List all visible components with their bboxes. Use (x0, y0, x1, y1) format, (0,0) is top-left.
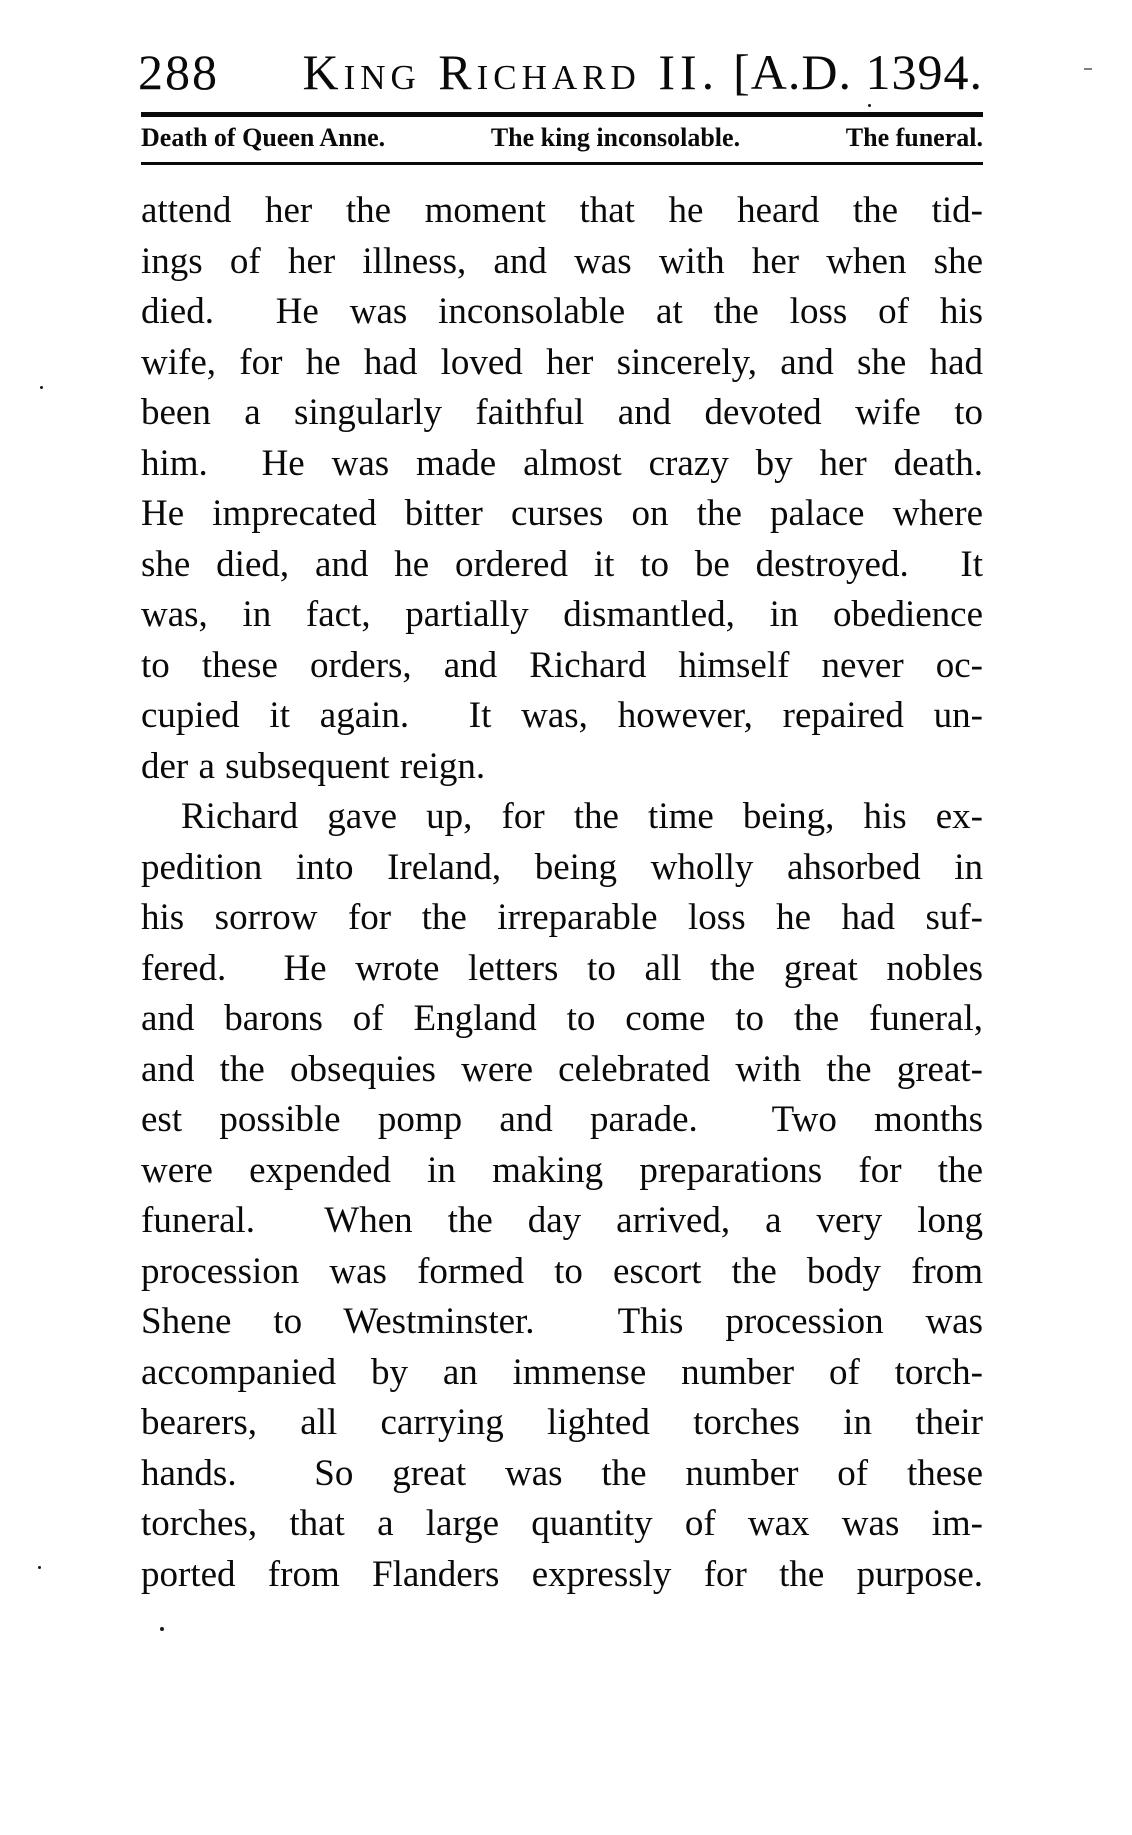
text-line: bearers, all carrying lighted torches in their (141, 1402, 983, 1443)
text-line: cupied it again. It was, however, repaired un- (141, 695, 983, 736)
text-line: she died, and he ordered it to be destroyed. It (141, 543, 983, 585)
subhead-right: The funeral. (845, 123, 983, 152)
text-line: and barons of England to come to the funeral, (141, 998, 983, 1039)
text-line: der a subsequent reign. (141, 745, 486, 787)
text-line: pedition into Ireland, being wholly ahsorbed in (141, 846, 983, 888)
text-line: died. He was inconsolable at the loss of his (141, 291, 983, 332)
subheads-row (141, 123, 983, 153)
subhead-center: The king inconsolable. (490, 123, 741, 152)
text-line: wife, for he had loved her sincerely, and she had (141, 341, 983, 383)
text-line: Shene to Westminster. This procession was (141, 1301, 983, 1342)
page-number: 288 (138, 44, 219, 100)
text-line: ings of her illness, and was with her when she (141, 240, 983, 282)
text-line: his sorrow for the irreparable loss he had suf- (141, 897, 983, 938)
scan-speck (38, 1566, 41, 1569)
running-date: [A.D. 1394. (733, 44, 983, 100)
header-rule-thick (141, 112, 983, 117)
text-line: accompanied by an immense number of torch- (141, 1351, 983, 1393)
text-line: fered. He wrote letters to all the great nobles (141, 947, 983, 989)
scan-speck (40, 386, 43, 389)
text-line: attend her the moment that he heard the tid- (141, 190, 983, 231)
text-line: were expended in making preparations for the (141, 1149, 983, 1191)
running-head (302, 46, 983, 98)
text-line: He imprecated bitter curses on the palace where (141, 493, 983, 534)
text-line: to these orders, and Richard himself never oc- (141, 644, 983, 686)
text-line: funeral. When the day arrived, a very long (141, 1200, 983, 1241)
running-title: King Richard II. (302, 44, 720, 100)
text-line: ported from Flanders expressly for the purpose. (141, 1553, 983, 1595)
scan-speck (868, 104, 871, 107)
scan-speck (160, 1627, 164, 1631)
text-line: been a singularly faithful and devoted wife to (141, 392, 983, 433)
text-line: hands. So great was the number of these (141, 1452, 983, 1494)
text-line: was, in fact, partially dismantled, in obedience (141, 594, 983, 635)
text-line: Richard gave up, for the time being, his ex- (181, 796, 983, 837)
text-line: torches, that a large quantity of wax was im- (141, 1503, 983, 1544)
header-rule-thin (141, 162, 983, 165)
text-line: and the obsequies were celebrated with the great- (141, 1048, 983, 1090)
subhead-left: Death of Queen Anne. (141, 123, 386, 152)
text-line: est possible pomp and parade. Two months (141, 1099, 983, 1140)
text-line: procession was formed to escort the body from (141, 1250, 983, 1292)
body-text (141, 186, 983, 1600)
scan-speck (1084, 68, 1092, 70)
page-header (138, 46, 983, 98)
text-line: him. He was made almost crazy by her death. (141, 442, 983, 484)
